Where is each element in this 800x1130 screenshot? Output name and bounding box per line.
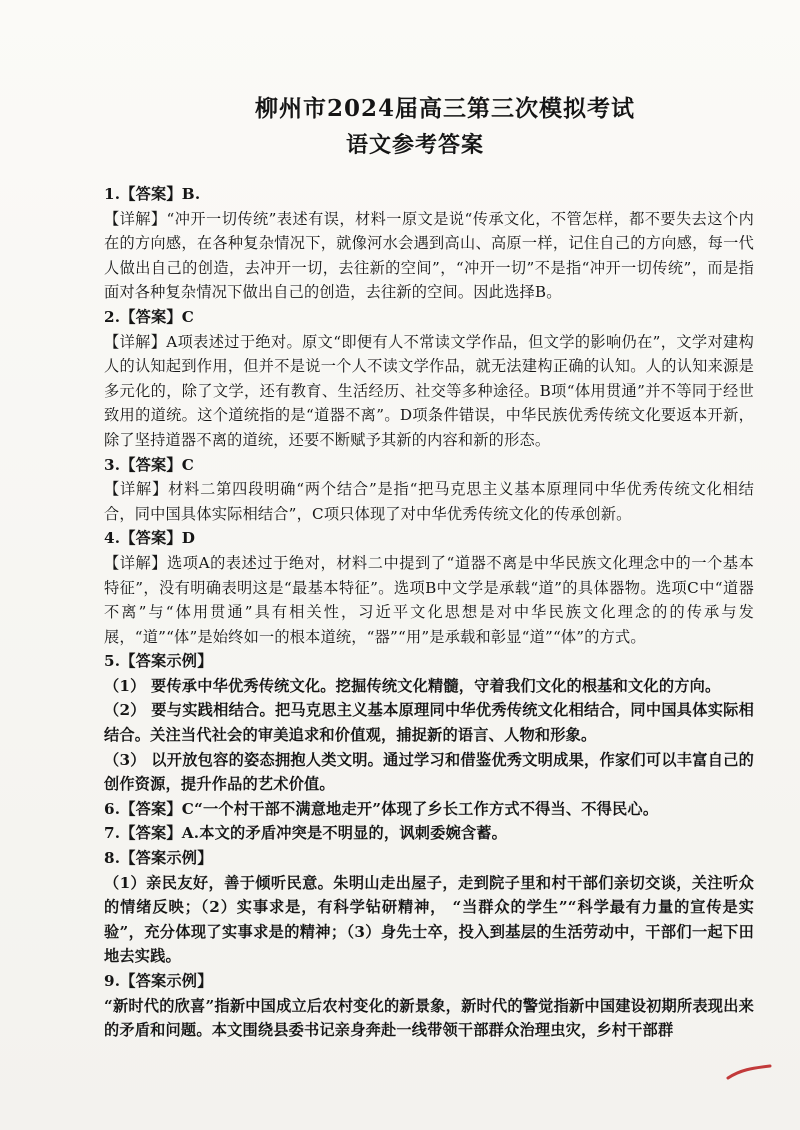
answer-paragraph: 6.【答案】C“一个村干部不满意地走开”体现了乡长工作方式不得当、不得民心。 xyxy=(104,799,659,818)
answer-paragraph: 【详解】选项A的表述过于绝对，材料二中提到了“道器不离是中华民族文化理念中的一个基本特征”，没有明确表明这是“最基本特征”。选项B中文学是承载“道”的具体器物。选项C中“道器不离”与“体用贯通”具有相关性，习近平文化思想是对中华民族文化理念的的传承与发展，“道”“体”是始终如一的根本道统，“器”“用”是承载和彰显“道”“体”的方式。 xyxy=(104,553,754,646)
answer-paragraph: 【详解】材料二第四段明确“两个结合”是指“把马克思主义基本原理同中华优秀传统文化相结合，同中国具体实际相结合”，C项只体现了对中华优秀传统文化的传承创新。 xyxy=(104,480,754,523)
answer-paragraph: （1）亲民友好，善于倾听民意。朱明山走出屋子，走到院子里和村干部们亲切交谈，关注听众的情绪反映；（2）实事求是，有科学钻研精神， “当群众的学生”“科学最有力量的宣传是实验”，充分体现了实事求是的精神；（3）身先士卒，投入到基层的生活劳动中，干部们一起下田地去实践。 xyxy=(104,873,754,966)
answer-heading: 5.【答案示例】 xyxy=(104,652,213,671)
answer-paragraph: （1） 要传承中华优秀传统文化。挖掘传统文化精髓，守着我们文化的根基和文化的方向。 xyxy=(104,676,721,695)
answer-paragraph: （3） 以开放包容的姿态拥抱人类文明。通过学习和借鉴优秀文明成果，作家们可以丰富自己的创作资源，提升作品的艺术价值。 xyxy=(104,750,754,794)
scan-mark-icon xyxy=(726,1060,772,1082)
answer-paragraph: 【详解】“冲开一切传统”表述有误，材料一原文是说“传承文化，不管怎样，都不要失去这个内在的方向感，在各种复杂情况下，就像河水会遇到高山、高原一样，记住自己的方向感，每一代人做出自己的创造，去冲开一切，去往新的空间”，“冲开一切”不是指“冲开一切传统”，而是指面对各种复杂情况下做出自己的创造，去往新的空间。因此选择B。 xyxy=(104,209,754,302)
answer-paragraph: 7.【答案】A.本文的矛盾冲突是不明显的，讽刺委婉含蓄。 xyxy=(104,824,508,843)
page-title: 柳州市2024届高三第三次模拟考试 xyxy=(254,95,635,122)
answer-body xyxy=(104,182,754,1043)
answer-paragraph: 【详解】A项表述过于绝对。原文“即便有人不常读文学作品，但文学的影响仍在”，文学对建构人的认知起到作用，但并不是说一个人不读文学作品，就无法建构正确的认知。人的认知来源是多元化的，除了文学，还有教育、生活经历、社交等多种途径。B项“体用贯通”并不等同于经世致用的道统。这个道统指的是“道器不离”。D项条件错误，中华民族优秀传统文化要返本开新，除了坚持道器不离的道统，还要不断赋予其新的内容和新的形态。 xyxy=(104,332,754,449)
answer-heading: 9.【答案示例】 xyxy=(104,972,213,990)
answer-heading: 4.【答案】D xyxy=(104,529,196,548)
answer-paragraph: “新时代的欣喜”指新中国成立后农村变化的新景象，新时代的警觉指新中国建设初期所表现出来的矛盾和问题。本文围绕县委书记亲身奔赴一线带领干部群众治理虫灾，乡村干部群 xyxy=(104,996,754,1040)
answer-heading: 8.【答案示例】 xyxy=(104,849,213,868)
page-subtitle: 语文参考答案 xyxy=(345,132,484,158)
answer-heading: 1.【答案】B. xyxy=(104,185,201,203)
answer-paragraph: （2） 要与实践相结合。把马克思主义基本原理同中华优秀传统文化相结合，同中国具体实际相结合。关注当代社会的审美追求和价值观，捕捉新的语言、人物和形象。 xyxy=(104,701,754,745)
answer-heading: 2.【答案】C xyxy=(104,307,195,326)
answer-heading: 3.【答案】C xyxy=(104,455,195,474)
